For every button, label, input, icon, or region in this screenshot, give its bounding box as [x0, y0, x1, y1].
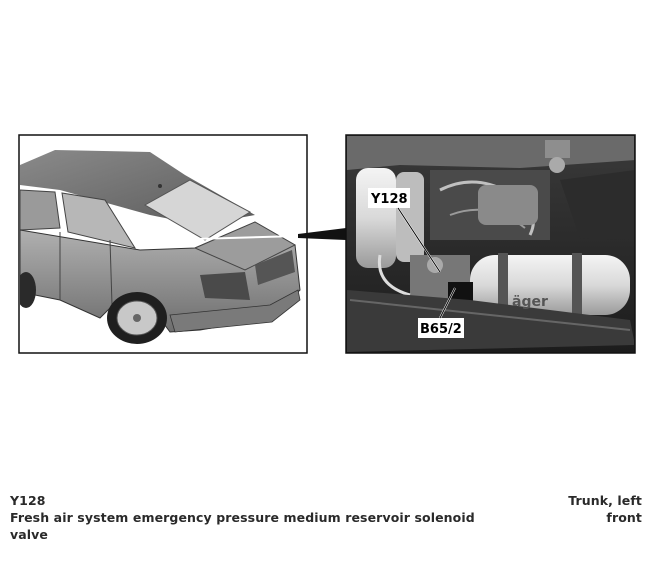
component-name-line1: Fresh air system emergency pressure medium reservoir solenoid — [10, 510, 475, 525]
component-code: Y128 — [10, 493, 46, 508]
callout-y128-label: Y128 — [371, 192, 408, 207]
component-description — [10, 492, 510, 543]
component-location — [502, 492, 642, 526]
component-name-line2: valve — [10, 527, 48, 542]
tank-brand-text: äger — [512, 294, 548, 310]
location-line1: Trunk, left — [568, 493, 642, 508]
location-line2: front — [606, 510, 642, 525]
callout-b65-2-label: B65/2 — [420, 322, 462, 337]
trunk-detail-panel — [346, 135, 635, 353]
car-overview-panel — [16, 135, 307, 353]
